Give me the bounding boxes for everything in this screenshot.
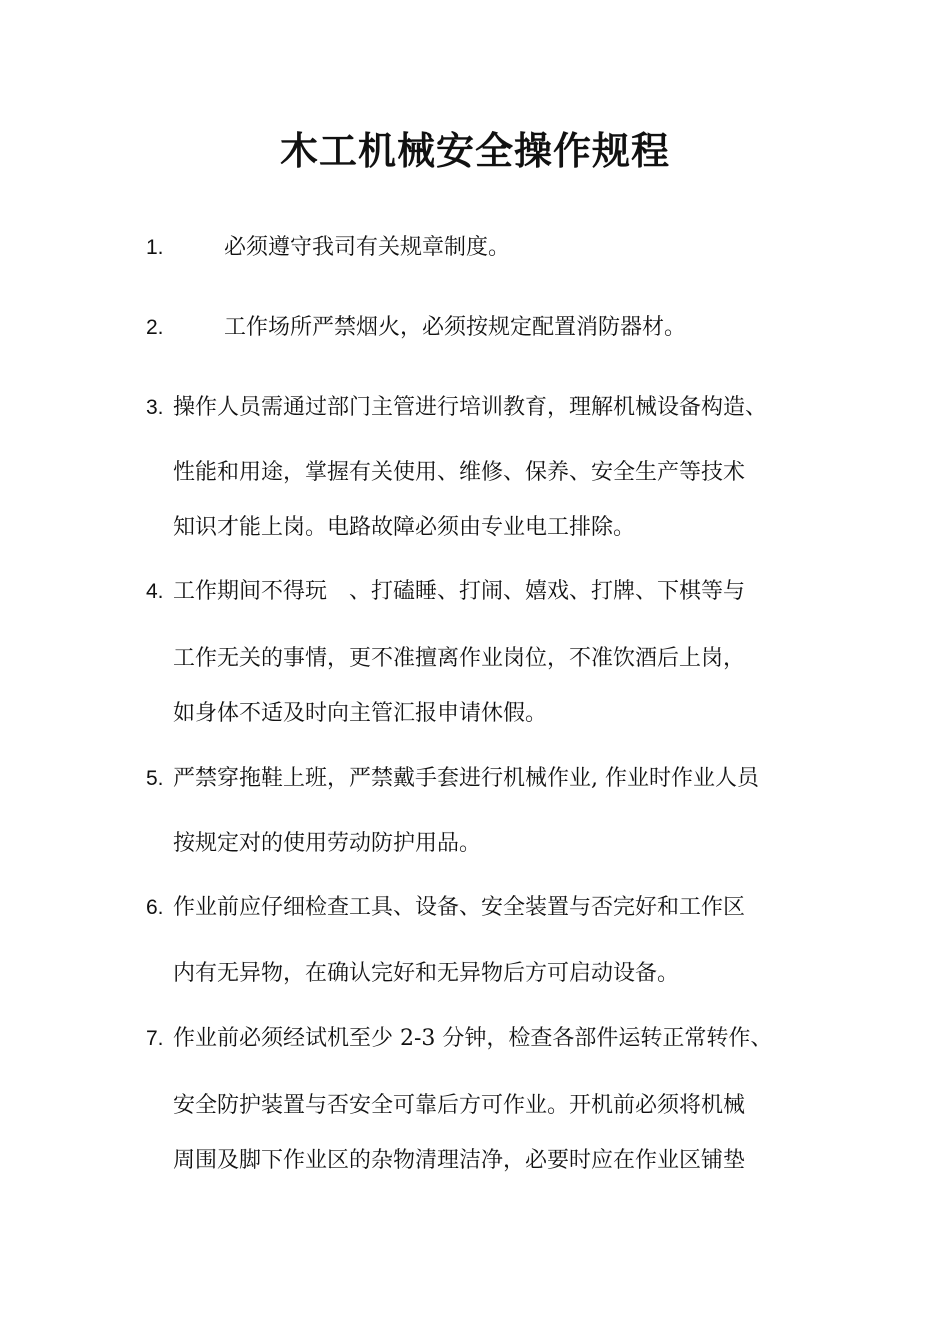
item-number: 6. bbox=[146, 896, 164, 919]
item-line: 按规定对的使用劳动防护用品。 bbox=[173, 831, 482, 856]
item-line: 严禁穿拖鞋上班，严禁戴手套进行机械作业, 作业时作业人员 bbox=[173, 766, 759, 791]
item-line: 作业前应仔细检查工具、设备、安全装置与否完好和工作区 bbox=[173, 895, 746, 920]
item-number: 3. bbox=[146, 396, 164, 419]
item-line: 作业前必须经试机至少 2-3 分钟，检查各部件运转正常转作、 bbox=[173, 1026, 773, 1051]
item-line: 性能和用途，掌握有关使用、维修、保养、安全生产等技术 bbox=[173, 460, 746, 485]
item-number: 2. bbox=[146, 316, 164, 339]
item-line: 必须遵守我司有关规章制度。 bbox=[224, 235, 511, 260]
item-number: 5. bbox=[146, 767, 164, 790]
item-line: 周围及脚下作业区的杂物清理洁净，必要时应在作业区铺垫 bbox=[173, 1148, 746, 1173]
item-line: 如身体不适及时向主管汇报申请休假。 bbox=[173, 701, 548, 726]
item-number: 4. bbox=[146, 580, 164, 603]
item-line: 安全防护装置与否安全可靠后方可作业。开机前必须将机械 bbox=[173, 1093, 746, 1118]
item-line: 工作无关的事情，更不准擅离作业岗位，不准饮酒后上岗， bbox=[173, 646, 746, 671]
item-line: 操作人员需通过部门主管进行培训教育，理解机械设备构造、 bbox=[173, 395, 768, 420]
item-number: 7. bbox=[146, 1027, 164, 1050]
document-title: 木工机械安全操作规程 bbox=[279, 129, 670, 173]
item-line: 内有无异物，在确认完好和无异物后方可启动设备。 bbox=[173, 961, 680, 986]
item-line: 知识才能上岗。电路故障必须由专业电工排除。 bbox=[173, 515, 636, 540]
item-line: 工作期间不得玩 、打磕睡、打闹、嬉戏、打牌、下棋等与 bbox=[173, 579, 746, 604]
item-line: 工作场所严禁烟火，必须按规定配置消防器材。 bbox=[224, 315, 687, 340]
item-number: 1. bbox=[146, 236, 164, 259]
